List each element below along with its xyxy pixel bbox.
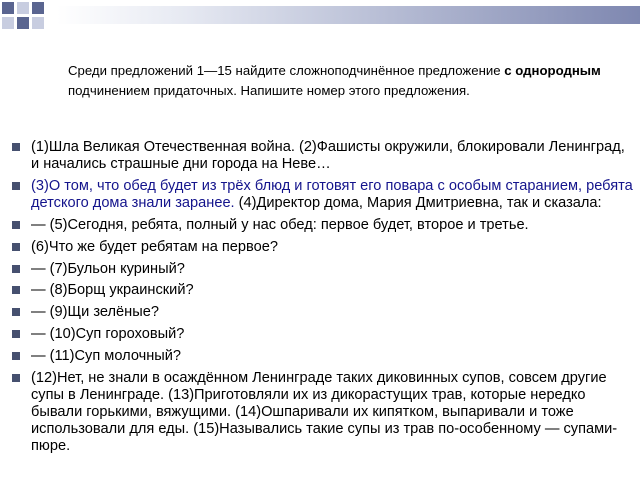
bullet-icon bbox=[12, 221, 20, 229]
task-bold-phrase: с однородным bbox=[504, 63, 601, 78]
bullet-icon bbox=[12, 374, 20, 382]
header-decoration bbox=[0, 0, 640, 40]
task-text-end: подчинением придаточных. Напишите номер этого предложения. bbox=[68, 83, 470, 98]
bullet-icon bbox=[12, 286, 20, 294]
paragraph-3: — (5)Сегодня, ребята, полный у нас обед: первое будет, второе и третье. bbox=[12, 217, 634, 234]
paragraph-1: (1)Шла Великая Отечественная война. (2)Фашисты окружили, блокировали Ленинград, и начались страшные дни города на Неве… bbox=[12, 139, 634, 173]
paragraph-8: — (10)Суп гороховый? bbox=[12, 326, 634, 343]
bullet-icon bbox=[12, 308, 20, 316]
highlighted-sentence: (3)О том, что обед будет из трёх блюд и готовят его повара с особым старанием, ребята детского дома знали заранее. bbox=[31, 177, 633, 211]
paragraph-2: (3)О том, что обед будет из трёх блюд и готовят его повара с особым старанием, ребята детского дома знали заранее. (4)Директор дома, Мария Дмитриевна, так и сказала: bbox=[12, 178, 634, 212]
bullet-icon bbox=[12, 182, 20, 190]
bullet-icon bbox=[12, 352, 20, 360]
bullet-icon bbox=[12, 265, 20, 273]
paragraph-7: — (9)Щи зелёные? bbox=[12, 304, 634, 321]
paragraph-10: (12)Нет, не знали в осаждённом Ленинграде таких диковинных супов, совсем другие супы в Ленинграде. (13)Приготовляли их из дикорастущих трав, которые нередко бывали горькими, вяжущими. (14)Ошпаривали их кипятком, выпаривали и тоже использовали для еды. (15)Назывались такие супы из трав по-особенному — супами-пюре. bbox=[12, 370, 634, 455]
bullet-icon bbox=[12, 330, 20, 338]
bullet-icon bbox=[12, 243, 20, 251]
paragraph-5: — (7)Бульон куриный? bbox=[12, 261, 634, 278]
task-instruction bbox=[68, 61, 608, 101]
task-text-start: Среди предложений 1—15 найдите сложноподчинённое предложение bbox=[68, 63, 505, 78]
paragraph-6: — (8)Борщ украинский? bbox=[12, 282, 634, 299]
paragraph-4: (6)Что же будет ребятам на первое? bbox=[12, 239, 634, 256]
paragraph-9: — (11)Суп молочный? bbox=[12, 348, 634, 365]
text-paragraph-list bbox=[12, 139, 634, 460]
header-gradient-bar bbox=[57, 6, 640, 24]
bullet-icon bbox=[12, 143, 20, 151]
